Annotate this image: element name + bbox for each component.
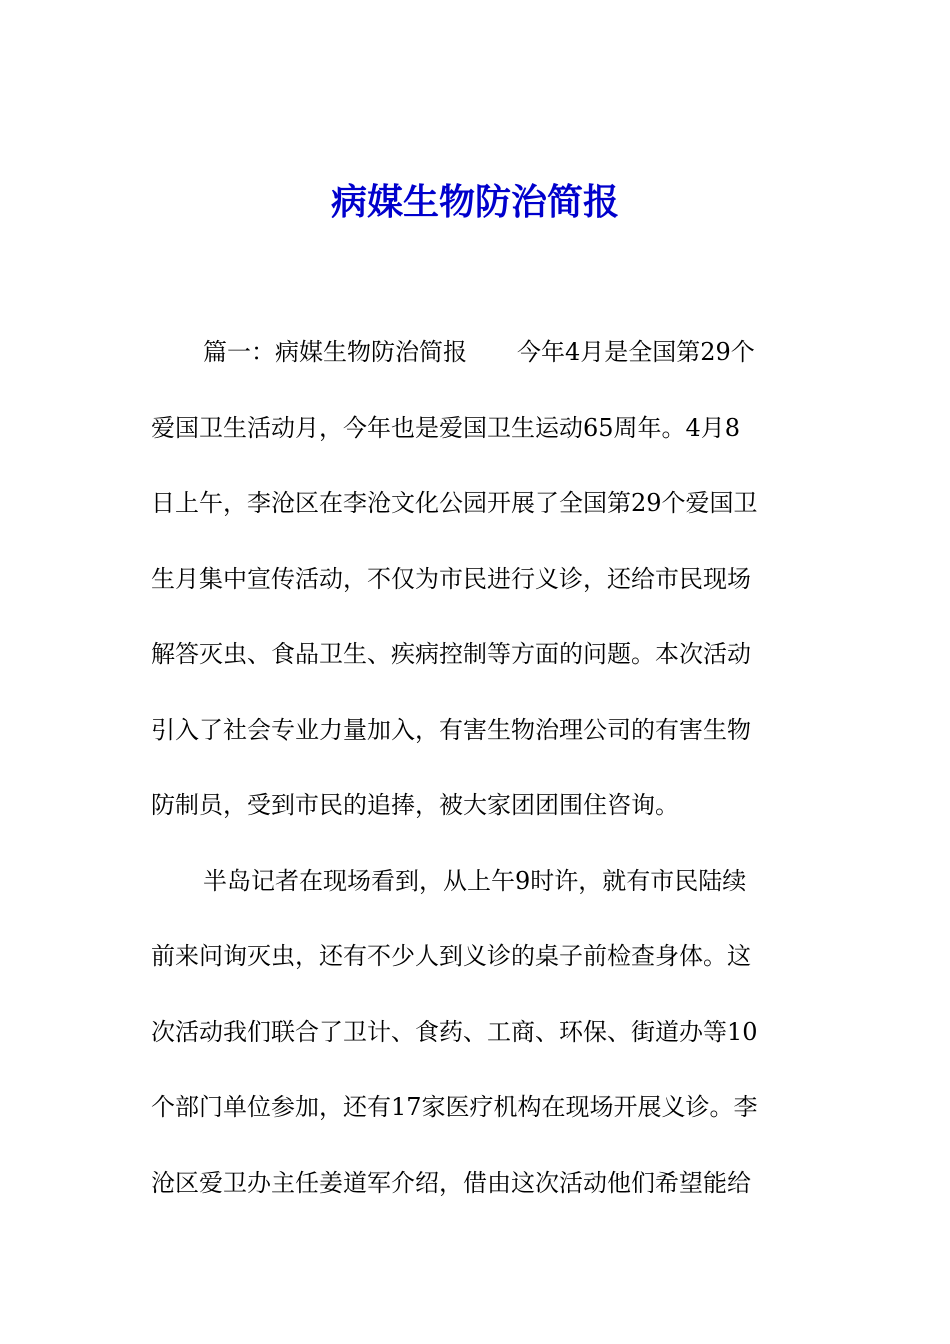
body-line-1 xyxy=(151,328,799,404)
body-line-1-part-2: 今年4月是全国第29个 xyxy=(517,338,755,366)
body-line-4: 生月集中宣传活动，不仅为市民进行义诊，还给市民现场 xyxy=(151,564,751,593)
body-line-1-part-1: 篇一：病媒生物防治简报 xyxy=(203,338,467,366)
body-line-3: 日上午，李沧区在李沧文化公园开展了全国第29个爱国卫 xyxy=(151,489,758,517)
body-line-6: 引入了社会专业力量加入，有害生物治理公司的有害生物 xyxy=(151,715,751,744)
body-line-10: 次活动我们联合了卫计、食药、工商、环保、街道办等10 xyxy=(151,1017,758,1046)
body-line-9: 前来问询灭虫，还有不少人到义诊的桌子前检查身体。这 xyxy=(151,942,751,970)
body-line-12: 沧区爱卫办主任姜道军介绍，借由这次活动他们希望能给 xyxy=(151,1168,751,1197)
body-line-7: 防制员，受到市民的追捧，被大家团团围住咨询。 xyxy=(151,791,679,819)
body-line-11: 个部门单位参加，还有17家医疗机构在现场开展义诊。李 xyxy=(151,1093,758,1121)
document-title: 病媒生物防治简报 xyxy=(330,181,619,223)
document-body xyxy=(151,328,799,1234)
body-line-5: 解答灭虫、食品卫生、疾病控制等方面的问题。本次活动 xyxy=(151,640,751,668)
body-line-2: 爱国卫生活动月，今年也是爱国卫生运动65周年。4月8 xyxy=(151,413,741,442)
body-line-8: 半岛记者在现场看到，从上午9时许，就有市民陆续 xyxy=(203,866,747,895)
